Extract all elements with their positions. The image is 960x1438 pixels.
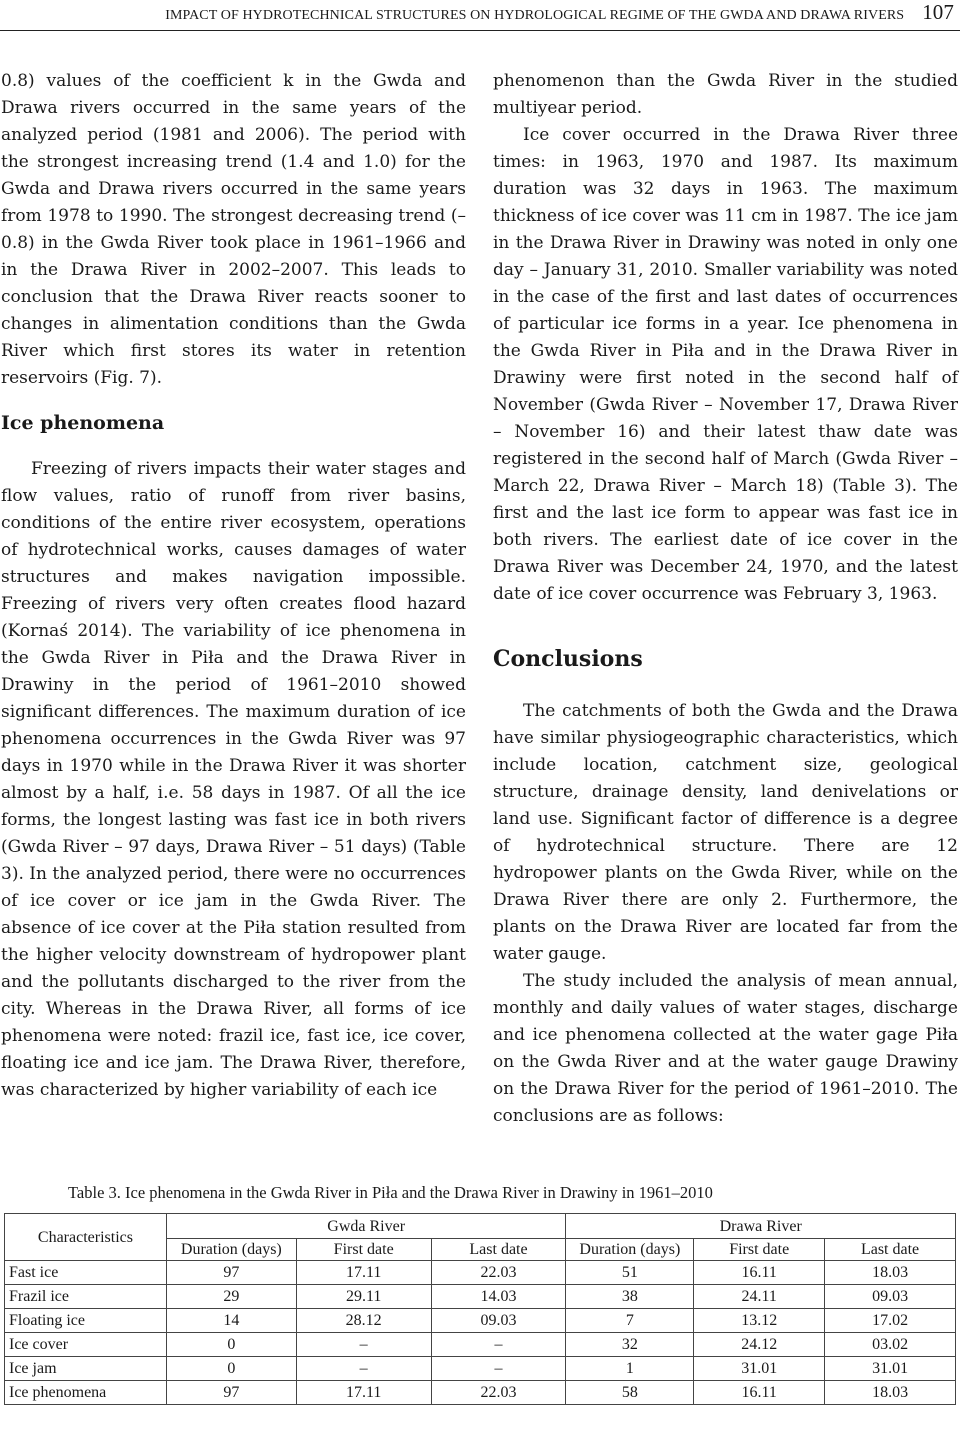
drawa-last-date-cell: 03.02 [825,1333,956,1357]
drawa-first-date-cell: 31.01 [694,1357,825,1381]
table-row [5,1285,956,1309]
drawa-first-date-cell: 16.11 [694,1261,825,1285]
row-label: Floating ice [5,1309,167,1333]
section-heading-conclusions: Conclusions [493,646,643,672]
gwda-duration-cell: 97 [166,1381,296,1405]
body-paragraph: phenomenon than the Gwda River in the studied multiyear period. [493,71,958,118]
drawa-duration-cell: 32 [566,1333,694,1357]
gwda-group-header: Gwda River [166,1214,566,1239]
row-label: Ice cover [5,1333,167,1357]
body-paragraph: The study included the analysis of mean annual, monthly and daily values of water stages, discharge and ice phenomena collected at the water gage Piła on the Gwda River and at the water gauge Drawiny on the Drawa River for the period of 1961–2010. The conclusions are as follows: [493,971,958,1126]
drawa-first-date-cell: 24.11 [694,1285,825,1309]
row-label: Frazil ice [5,1285,167,1309]
drawa-duration-cell: 51 [566,1261,694,1285]
characteristics-header: Characteristics [5,1214,167,1261]
gwda-first-date-cell: 17.11 [296,1261,431,1285]
drawa-first-date-cell: 16.11 [694,1381,825,1405]
drawa-last-date-cell: 31.01 [825,1357,956,1381]
drawa-last-date-cell: 18.03 [825,1381,956,1405]
body-paragraph: Freezing of rivers impacts their water stages and flow values, ratio of runoff from river basins, conditions of the entire river ecosystem, operations of hydrotechnical works, causes damages of water structures and makes navigation impossible. Freezing of rivers very often creates flood hazard (Kornaś 2014). The variability of ice phenomena in the Gwda River in Piła and the Drawa River in Drawiny in the period of 1961–2010 showed significant differences. The maximum duration of ice phenomena occurrences in the Gwda River was 97 days in 1970 while in the Drawa River it was shorter almost by a half, i.e. 58 days in 1987. Of all the ice forms, the longest lasting was fast ice in both rivers (Gwda River – 97 days, Drawa River – 51 days) (Table 3). In the analyzed period, there were no occurrences of ice cover or ice jam in the Gwda River. The absence of ice cover at the Piła station resulted from the higher velocity downstream of hydropower plant and the pollutants discharged to the river from the city. Whereas in the Drawa River, all forms of ice phenomena were noted: frazil ice, fast ice, ice cover, floating ice and ice jam. The Drawa River, therefore, was characterized by higher variability of each ice [1,459,466,1100]
table-caption: Table 3. Ice phenomena in the Gwda River in Piła and the Drawa River in Drawiny in 1961–2010 [68,1183,713,1202]
table-row [5,1309,956,1333]
table-row [5,1381,956,1405]
right-column [493,68,958,1130]
drawa-last-date-cell: 17.02 [825,1309,956,1333]
drawa-last-date-cell: 18.03 [825,1261,956,1285]
gwda-first-date-cell: 29.11 [296,1285,431,1309]
running-header [0,0,960,26]
drawa-duration-header: Duration (days) [566,1239,694,1261]
gwda-first-date-cell: 28.12 [296,1309,431,1333]
ice-phenomena-table [4,1213,956,1405]
running-title: IMPACT OF HYDROTECHNICAL STRUCTURES ON HYDROLOGICAL REGIME OF THE GWDA AND DRAWA RIVERS [165,8,905,23]
gwda-duration-cell: 0 [166,1357,296,1381]
drawa-first-date-cell: 24.12 [694,1333,825,1357]
gwda-first-date-cell: 17.11 [296,1381,431,1405]
body-paragraph: 0.8) values of the coefficient k in the Gwda and Drawa rivers occurred in the same years of the analyzed period (1981 and 2006). The period with the strongest increasing trend (1.4 and 1.0) for the Gwda and Drawa rivers occurred in the same years from 1978 to 1990. The strongest decreasing trend (–0.8) in the Gwda River took place in 1961–1966 and in the Drawa River in 2002–2007. This leads to conclusion that the Drawa River reacts sooner to changes in alimentation conditions than the Gwda River which first stores its water in retention reservoirs (Fig. 7). [1,71,466,388]
gwda-last-date-cell: – [431,1333,566,1357]
gwda-last-date-cell: 22.03 [431,1381,566,1405]
table-row [5,1333,956,1357]
drawa-last-date-header: Last date [825,1239,956,1261]
gwda-last-date-cell: 09.03 [431,1309,566,1333]
section-heading-ice-phenomena: Ice phenomena [1,412,165,434]
body-paragraph: The catchments of both the Gwda and the Drawa have similar physiogeographic characteristics, which include location, catchment size, geological structure, drainage density, land denivelations or land use. Significant factor of difference is a degree of hydrotechnical structure. There are 12 hydropower plants on the Gwda River, while on the Drawa River there are only 2. Furthermore, the plants on the Drawa River are located far from the water gauge. [493,701,958,964]
table-row [5,1357,956,1381]
header-rule [0,30,960,31]
gwda-last-date-cell: 22.03 [431,1261,566,1285]
drawa-duration-cell: 7 [566,1309,694,1333]
table-row [5,1261,956,1285]
drawa-duration-cell: 1 [566,1357,694,1381]
gwda-first-date-cell: – [296,1333,431,1357]
gwda-first-date-cell: – [296,1357,431,1381]
drawa-duration-cell: 38 [566,1285,694,1309]
drawa-first-date-cell: 13.12 [694,1309,825,1333]
page-number: 107 [922,0,954,24]
drawa-group-header: Drawa River [566,1214,956,1239]
gwda-last-date-cell: – [431,1357,566,1381]
gwda-duration-cell: 97 [166,1261,296,1285]
drawa-first-date-header: First date [694,1239,825,1261]
gwda-first-date-header: First date [296,1239,431,1261]
row-label: Ice phenomena [5,1381,167,1405]
drawa-duration-cell: 58 [566,1381,694,1405]
left-column [1,68,466,1104]
gwda-last-date-header: Last date [431,1239,566,1261]
gwda-duration-header: Duration (days) [166,1239,296,1261]
drawa-last-date-cell: 09.03 [825,1285,956,1309]
gwda-last-date-cell: 14.03 [431,1285,566,1309]
row-label: Fast ice [5,1261,167,1285]
row-label: Ice jam [5,1357,167,1381]
body-paragraph: Ice cover occurred in the Drawa River three times: in 1963, 1970 and 1987. Its maximum duration was 32 days in 1963. The maximum thickness of ice cover was 11 cm in 1987. The ice jam in the Drawa River in Drawiny was noted in only one day – January 31, 2010. Smaller variability was noted in the case of the first and last dates of occurrences of particular ice forms in a year. Ice phenomena in the Gwda River in Piła and in the Drawa River in Drawiny were first noted in the second half of November (Gwda River – November 17, Drawa River – November 16) and their latest thaw date was registered in the second half of March (Gwda River – March 22, Drawa River – March 18) (Table 3). The first and the last ice form to appear was fast ice in both rivers. The earliest date of ice cover in the Drawa River was December 24, 1970, and the latest date of ice cover occurrence was February 3, 1963. [493,125,958,604]
gwda-duration-cell: 29 [166,1285,296,1309]
gwda-duration-cell: 14 [166,1309,296,1333]
gwda-duration-cell: 0 [166,1333,296,1357]
